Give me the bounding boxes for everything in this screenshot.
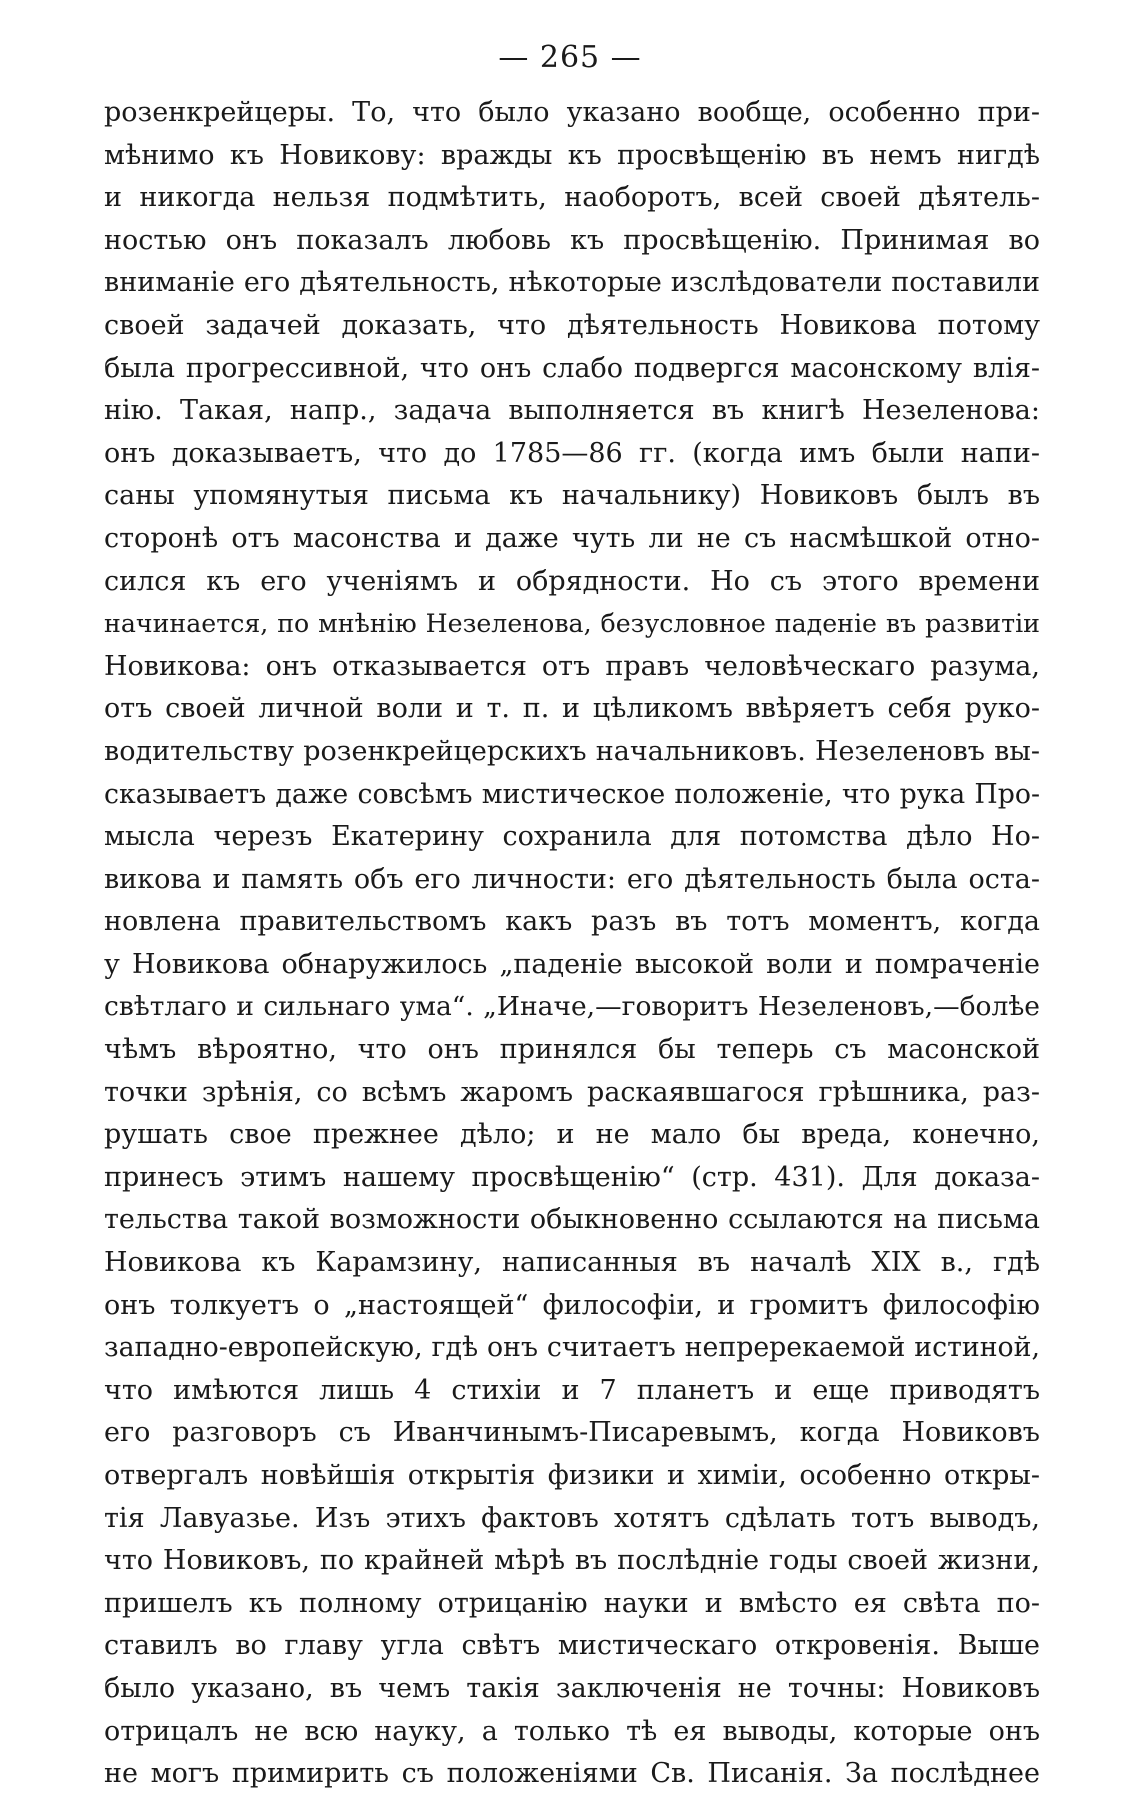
page-number: — 265 — — [498, 40, 642, 75]
text-line: рушать свое прежнее дѣло; и не мало бы вреда, конечно, — [104, 1119, 1040, 1151]
text-line: у Новикова обнаружилось „паденіе высокой воли и помраченіе — [104, 948, 1040, 980]
text-line: Новикова къ Карамзину, написанныя въ началѣ XIX в., гдѣ — [104, 1247, 1040, 1279]
text-line: вниманіе его дѣятельность, нѣкоторые изслѣдователи поставили — [104, 267, 1040, 299]
text-line: отвергалъ новѣйшія открытія физики и химіи, особенно откры- — [104, 1460, 1040, 1491]
text-line: отрицалъ не всю науку, а только тѣ ея выводы, которые онъ — [104, 1715, 1040, 1747]
text-line: ставилъ во главу угла свѣтъ мистическаго откровенія. Выше — [104, 1630, 1040, 1662]
text-line: пришелъ къ полному отрицанію науки и вмѣсто ея свѣта по- — [104, 1587, 1040, 1619]
body-text — [104, 92, 1040, 1796]
text-line: тельства такой возможности обыкновенно ссылаются на письма — [104, 1204, 1040, 1236]
text-line: его разговоръ съ Иванчинымъ-Писаревымъ, когда Новиковъ — [104, 1417, 1040, 1449]
text-line: викова и память объ его личности: его дѣятельность была оста- — [104, 863, 1040, 895]
text-line: Новикова: онъ отказывается отъ правъ человѣческаго разума, — [104, 650, 1040, 682]
text-line: и никогда нельзя подмѣтить, наоборотъ, всей своей дѣятель- — [104, 182, 1040, 214]
text-line: чѣмъ вѣроятно, что онъ принялся бы теперь съ масонской — [104, 1034, 1040, 1066]
text-line: ностью онъ показалъ любовь къ просвѣщенію. Принимая во — [104, 224, 1040, 256]
text-line: тія Лавуазье. Изъ этихъ фактовъ хотятъ сдѣлать тотъ выводъ, — [104, 1502, 1040, 1534]
text-line: что имѣются лишь 4 стихіи и 7 планетъ и еще приводятъ — [104, 1374, 1040, 1406]
text-line: сторонѣ отъ масонства и даже чуть ли не съ насмѣшкой отно- — [104, 522, 1040, 554]
text-line: онъ толкуетъ о „настоящей“ философіи, и громитъ философію — [104, 1289, 1040, 1321]
text-line: было указано, въ чемъ такія заключенія не точны: Новиковъ — [104, 1672, 1040, 1704]
text-line: мѣнимо къ Новикову: вражды къ просвѣщенію въ немъ нигдѣ — [104, 139, 1040, 171]
text-line: что Новиковъ, по крайней мѣрѣ въ послѣдніе годы своей жизни, — [104, 1545, 1040, 1577]
text-line: сказываетъ даже совсѣмъ мистическое положеніе, что рука Про- — [104, 778, 1040, 810]
text-line: саны упомянутыя письма къ начальнику) Новиковъ былъ въ — [104, 480, 1040, 512]
text-line: не могъ примирить съ положеніями Св. Писанія. За послѣднее — [104, 1758, 1040, 1790]
text-line: была прогрессивной, что онъ слабо подвергся масонскому влія- — [104, 352, 1040, 384]
text-line: онъ доказываетъ, что до 1785—86 гг. (когда имъ были напи- — [104, 437, 1040, 469]
text-line: розенкрейцеры. То, что было указано вообще, особенно при- — [104, 97, 1040, 128]
text-line: сился къ его ученіямъ и обрядности. Но съ этого времени — [104, 565, 1040, 597]
text-line: точки зрѣнія, со всѣмъ жаромъ раскаявшагося грѣшника, раз- — [104, 1076, 1040, 1108]
text-line: принесъ этимъ нашему просвѣщенію“ (стр. 431). Для доказа- — [104, 1161, 1040, 1193]
text-line: свѣтлаго и сильнаго ума“. „Иначе,—говоритъ Незеленовъ,—болѣе — [104, 991, 1040, 1023]
text-line: отъ своей личной воли и т. п. и цѣликомъ ввѣряетъ себя руко- — [104, 693, 1040, 725]
text-line: водительству розенкрейцерскихъ начальниковъ. Незеленовъ вы- — [104, 735, 1040, 767]
text-line: нію. Такая, напр., задача выполняется въ книгѣ Незеленова: — [104, 395, 1040, 427]
text-line: начинается, по мнѣнію Незеленова, безусловное паденіе въ развитіи — [104, 609, 1040, 639]
text-line: западно-европейскую, гдѣ онъ считаетъ непререкаемой истиной, — [104, 1332, 1040, 1364]
text-line: новлена правительствомъ какъ разъ въ тотъ моментъ, когда — [104, 906, 1040, 938]
text-line: мысла черезъ Екатерину сохранила для потомства дѣло Но- — [104, 821, 1040, 853]
text-line: своей задачей доказать, что дѣятельность Новикова потому — [104, 309, 1040, 341]
